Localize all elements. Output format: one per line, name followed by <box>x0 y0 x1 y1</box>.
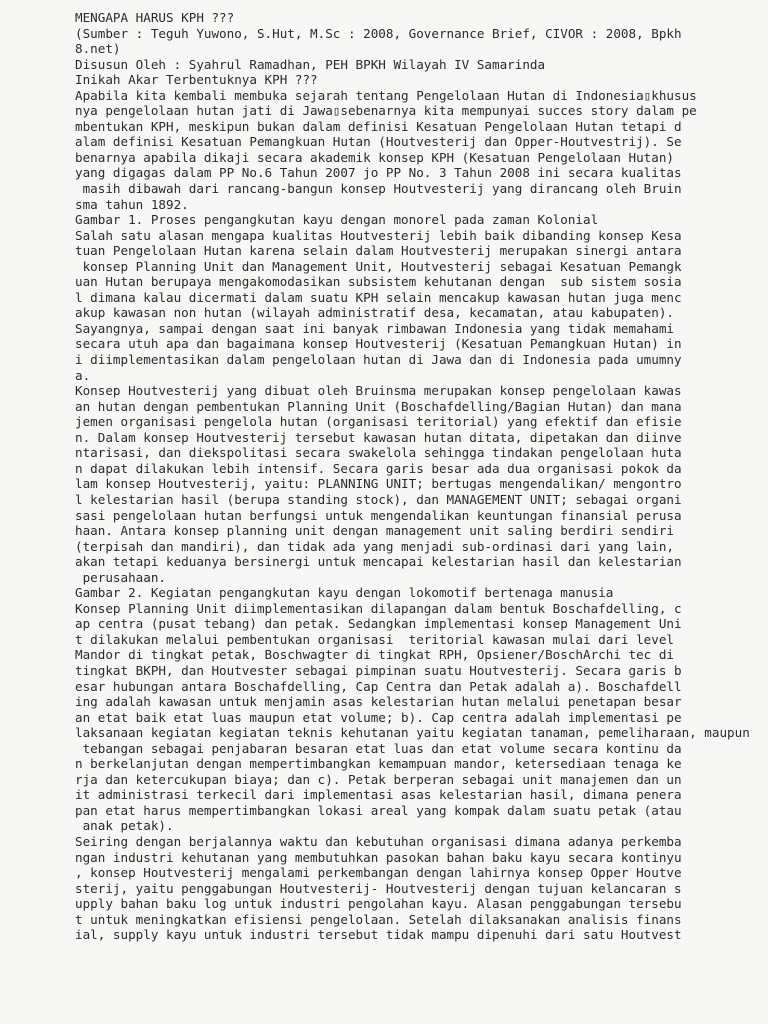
text-line: ap centra (pusat tebang) dan petak. Sedangkan implementasi konsep Management Uni <box>75 616 682 632</box>
document-body <box>75 10 760 943</box>
text-line: Apabila kita kembali membuka sejarah tentang Pengelolaan Hutan di Indonesia▯khusus <box>75 87 697 103</box>
text-line: Disusun Oleh : Syahrul Ramadhan, PEH BPKH Wilayah IV Samarinda <box>75 56 546 72</box>
text-line: Inikah Akar Terbentuknya KPH ??? <box>75 72 318 88</box>
text-line: n. Dalam konsep Houtvesterij tersebut kawasan hutan ditata, dipetakan dan diinve <box>75 429 682 445</box>
text-line: ial, supply kayu untuk industri tersebut tidak mampu dipenuhi dari satu Houtvest <box>75 927 682 943</box>
text-line: sma tahun 1892. <box>75 196 189 212</box>
text-line: l dimana kalau dicermati dalam suatu KPH selain mencakup kawasan hutan juga menc <box>75 289 682 305</box>
text-line: , konsep Houtvesterij mengalami perkembangan dengan lahirnya konsep Opper Houtve <box>75 865 682 881</box>
text-line: Gambar 1. Proses pengangkutan kayu dengan monorel pada zaman Kolonial <box>75 212 599 228</box>
text-line: Salah satu alasan mengapa kualitas Houtvesterij lebih baik dibanding konsep Kesa <box>75 227 682 243</box>
text-line: rja dan ketercukupan biaya; dan c). Petak berperan sebagai unit manajemen dan un <box>75 771 682 787</box>
text-line: l kelestarian hasil (berupa standing stock), dan MANAGEMENT UNIT; sebagai organi <box>75 491 682 507</box>
text-line: yang digagas dalam PP No.6 Tahun 2007 jo PP No. 3 Tahun 2008 ini secara kualitas <box>75 165 682 181</box>
text-line: (Sumber : Teguh Yuwono, S.Hut, M.Sc : 2008, Governance Brief, CIVOR : 2008, Bpkh <box>75 25 682 41</box>
text-line: esar hubungan antara Boschafdelling, Cap Centra dan Petak adalah a). Boschafdell <box>75 678 682 694</box>
text-line: i diimplementasikan dalam pengelolaan hutan di Jawa dan di Indonesia pada umumny <box>75 352 682 368</box>
text-line: it administrasi terkecil dari implementasi asas kelestarian hasil, dimana penera <box>75 787 682 803</box>
text-line: uan Hutan berupaya mengakomodasikan subsistem kehutanan dengan sub sistem sosia <box>75 274 682 290</box>
text-line: an hutan dengan pembentukan Planning Unit (Boschafdelling/Bagian Hutan) dan mana <box>75 398 682 414</box>
text-line: upply bahan baku log untuk industri pengolahan kayu. Alasan penggabungan tersebu <box>75 896 682 912</box>
text-line: benarnya apabila dikaji secara akademik konsep KPH (Kesatuan Pengelolaan Hutan) <box>75 149 674 165</box>
text-line: t untuk meningkatkan efisiensi pengelolaan. Setelah dilaksanakan analisis finans <box>75 911 682 927</box>
text-line: ntarisasi, dan diekspolitasi secara swakelola sehingga tindakan pengelolaan huta <box>75 445 682 461</box>
text-line: ngan industri kehutanan yang membutuhkan pasokan bahan baku kayu secara kontinyu <box>75 849 682 865</box>
text-line: mbentukan KPH, meskipun bukan dalam definisi Kesatuan Pengelolaan Hutan tetapi d <box>75 118 682 134</box>
text-line: pan etat harus mempertimbangkan lokasi areal yang kompak dalam suatu petak (atau <box>75 802 682 818</box>
text-line: masih dibawah dari rancang-bangun konsep Houtvesterij yang dirancang oleh Bruin <box>75 181 682 197</box>
text-line: akup kawasan non hutan (wilayah administratif desa, kecamatan, atau kabupaten). <box>75 305 674 321</box>
text-line: Seiring dengan berjalannya waktu dan kebutuhan organisasi dimana adanya perkemba <box>75 833 682 849</box>
text-line: jemen organisasi pengelola hutan (organisasi teritorial) yang efektif dan efisie <box>75 414 682 430</box>
text-line: MENGAPA HARUS KPH ??? <box>75 10 235 25</box>
text-line: haan. Antara konsep planning unit dengan management unit saling berdiri sendiri <box>75 523 674 539</box>
text-line: nya pengelolaan hutan jati di Jawa▯sebenarnya kita mempunyai succes story dalam pe <box>75 103 697 119</box>
text-line: Sayangnya, sampai dengan saat ini banyak rimbawan Indonesia yang tidak memahami <box>75 320 674 336</box>
text-line: sterij, yaitu penggabungan Houtvesterij- Houtvesterij dengan tujuan kelancaran s <box>75 880 682 896</box>
text-line: Mandor di tingkat petak, Boschwagter di tingkat RPH, Opsiener/BoschArchi tec di <box>75 647 674 663</box>
text-line: (terpisah dan mandiri), dan tidak ada yang menjadi sub-ordinasi dari yang lain, <box>75 538 674 554</box>
text-line: anak petak). <box>75 818 174 834</box>
text-line: Gambar 2. Kegiatan pengangkutan kayu dengan lokomotif bertenaga manusia <box>75 585 614 601</box>
text-line: alam definisi Kesatuan Pemangkuan Hutan (Houtvesterij dan Opper-Houtvestrij). Se <box>75 134 682 150</box>
text-line: akan tetapi keduanya bersinergi untuk mencapai kelestarian hasil dan kelestarian <box>75 554 682 570</box>
text-line: perusahaan. <box>75 569 166 585</box>
text-line: laksanaan kegiatan kegiatan teknis kehutanan yaitu kegiatan tanaman, pemeliharaan, maupun <box>75 725 750 741</box>
text-line: a. <box>75 367 91 383</box>
text-line: n dapat dilakukan lebih intensif. Secara garis besar ada dua organisasi pokok da <box>75 460 682 476</box>
text-line: n berkelanjutan dengan mempertimbangkan kemampuan mandor, ketersediaan tenaga ke <box>75 756 682 772</box>
text-line: tingkat BKPH, dan Houtvester sebagai pimpinan suatu Houtvesterij. Secara garis b <box>75 662 682 678</box>
text-line: lam konsep Houtvesterij, yaitu: PLANNING UNIT; bertugas mengendalikan/ mengontro <box>75 476 682 492</box>
text-line: an etat baik etat luas maupun etat volume; b). Cap centra adalah implementasi pe <box>75 709 682 725</box>
text-line: sasi pengelolaan hutan berfungsi untuk mengendalikan keuntungan finansial perusa <box>75 507 682 523</box>
text-line: Konsep Planning Unit diimplementasikan dilapangan dalam bentuk Boschafdelling, c <box>75 600 682 616</box>
text-line: konsep Planning Unit dan Management Unit, Houtvesterij sebagai Kesatuan Pemangk <box>75 258 682 274</box>
text-line: t dilakukan melalui pembentukan organisasi teritorial kawasan mulai dari level <box>75 631 674 647</box>
text-line: tuan Pengelolaan Hutan karena selain dalam Houtvesterij merupakan sinergi antara <box>75 243 682 259</box>
text-line: 8.net) <box>75 41 121 57</box>
text-line: secara utuh apa dan bagaimana konsep Houtvesterij (Kesatuan Pemangkuan Hutan) in <box>75 336 682 352</box>
text-line: tebangan sebagai penjabaran besaran etat luas dan etat volume secara kontinu da <box>75 740 682 756</box>
text-line: Konsep Houtvesterij yang dibuat oleh Bruinsma merupakan konsep pengelolaan kawas <box>75 383 682 399</box>
text-line: ing adalah kawasan untuk menjamin asas kelestarian hutan melalui penetapan besar <box>75 694 682 710</box>
